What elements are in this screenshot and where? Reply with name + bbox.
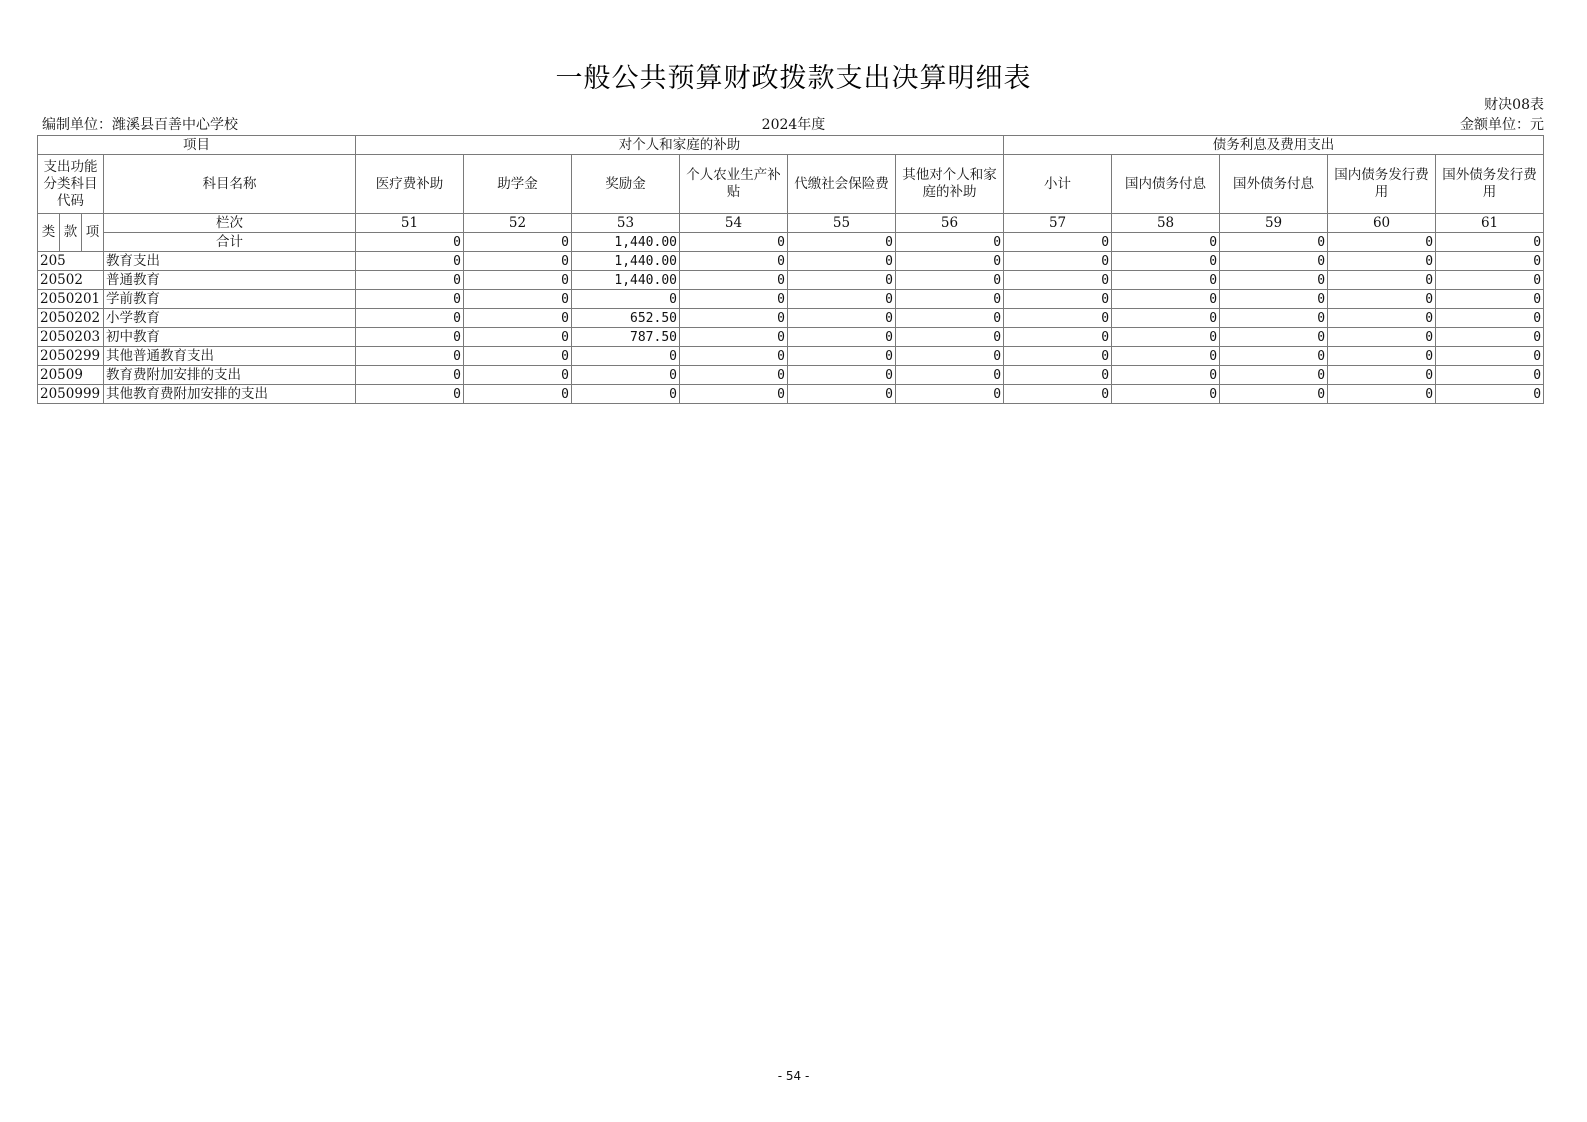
- amount-cell: 0: [356, 309, 464, 328]
- column-number: 58: [1112, 214, 1220, 233]
- table-row: [38, 366, 1544, 385]
- subject-code: 20509: [38, 366, 104, 385]
- lei-label: 类: [38, 214, 60, 252]
- amount-cell: 0: [1220, 328, 1328, 347]
- amount-cell: 0: [680, 309, 788, 328]
- column-number: 52: [464, 214, 572, 233]
- amount-cell: 0: [1112, 309, 1220, 328]
- subject-name: 初中教育: [104, 328, 356, 347]
- amount-cell: 0: [680, 385, 788, 404]
- amount-cell: 0: [356, 271, 464, 290]
- amount-cell: 0: [1220, 271, 1328, 290]
- amount-cell: 0: [1004, 328, 1112, 347]
- amount-cell: 0: [896, 366, 1004, 385]
- function-code-header: 支出功能分类科目代码: [38, 155, 104, 214]
- column-header: 国内债务发行费用: [1328, 155, 1436, 214]
- amount-cell: 0: [1220, 290, 1328, 309]
- amount-cell: 0: [680, 290, 788, 309]
- total-cell: 0: [1004, 233, 1112, 252]
- amount-cell: 0: [464, 252, 572, 271]
- amount-cell: 0: [1436, 309, 1544, 328]
- amount-cell: 0: [356, 290, 464, 309]
- amount-cell: 0: [1112, 385, 1220, 404]
- total-cell: 0: [1436, 233, 1544, 252]
- amount-cell: 0: [356, 385, 464, 404]
- amount-cell: 0: [356, 328, 464, 347]
- amount-cell: 0: [1004, 309, 1112, 328]
- amount-cell: 0: [680, 347, 788, 366]
- amount-cell: 0: [1112, 347, 1220, 366]
- amount-cell: 0: [464, 328, 572, 347]
- column-number: 59: [1220, 214, 1328, 233]
- amount-cell: 0: [788, 366, 896, 385]
- total-cell: 1,440.00: [572, 233, 680, 252]
- amount-cell: 0: [1112, 366, 1220, 385]
- amount-cell: 787.50: [572, 328, 680, 347]
- money-unit: 金额单位：元: [1460, 117, 1544, 133]
- subject-code: 2050202: [38, 309, 104, 328]
- personal-subsidy-group-header: 对个人和家庭的补助: [356, 136, 1004, 155]
- page-number: - 54 -: [777, 1069, 810, 1083]
- amount-cell: 0: [464, 290, 572, 309]
- amount-cell: 0: [788, 252, 896, 271]
- column-header: 奖励金: [572, 155, 680, 214]
- xiang-label: 项: [82, 214, 104, 252]
- amount-cell: 0: [1328, 252, 1436, 271]
- subject-name-header: 科目名称: [104, 155, 356, 214]
- table-body: [38, 252, 1544, 404]
- subject-code: 2050203: [38, 328, 104, 347]
- column-number-row: [38, 214, 1544, 233]
- table-row: [38, 347, 1544, 366]
- amount-cell: 0: [788, 271, 896, 290]
- column-number: 54: [680, 214, 788, 233]
- report-title: 一般公共预算财政拨款支出决算明细表: [555, 63, 1032, 94]
- total-cell: 0: [464, 233, 572, 252]
- amount-cell: 0: [896, 290, 1004, 309]
- amount-cell: 0: [464, 271, 572, 290]
- amount-cell: 0: [1004, 366, 1112, 385]
- table-row: [38, 328, 1544, 347]
- amount-cell: 0: [1004, 271, 1112, 290]
- amount-cell: 0: [1220, 385, 1328, 404]
- amount-cell: 0: [1436, 328, 1544, 347]
- amount-cell: 0: [1220, 252, 1328, 271]
- amount-cell: 0: [1328, 347, 1436, 366]
- amount-cell: 0: [680, 252, 788, 271]
- kuan-label: 款: [60, 214, 82, 252]
- amount-cell: 0: [1436, 252, 1544, 271]
- amount-cell: 0: [788, 290, 896, 309]
- amount-cell: 0: [1112, 328, 1220, 347]
- amount-cell: 652.50: [572, 309, 680, 328]
- column-header: 国外债务发行费用: [1436, 155, 1544, 214]
- amount-cell: 0: [896, 271, 1004, 290]
- amount-cell: 0: [1004, 252, 1112, 271]
- project-header: 项目: [38, 136, 356, 155]
- amount-cell: 0: [1328, 290, 1436, 309]
- column-header: 医疗费补助: [356, 155, 464, 214]
- total-cell: 0: [1112, 233, 1220, 252]
- amount-cell: 0: [1436, 366, 1544, 385]
- fiscal-year: 2024年度: [761, 117, 826, 133]
- amount-cell: 0: [356, 366, 464, 385]
- amount-cell: 0: [1112, 290, 1220, 309]
- total-cell: 0: [1328, 233, 1436, 252]
- column-header: 代缴社会保险费: [788, 155, 896, 214]
- subject-name: 教育支出: [104, 252, 356, 271]
- table-row: [38, 385, 1544, 404]
- column-number: 57: [1004, 214, 1112, 233]
- amount-cell: 0: [788, 309, 896, 328]
- amount-cell: 0: [1436, 290, 1544, 309]
- amount-cell: 0: [1436, 271, 1544, 290]
- debt-interest-group-header: 债务利息及费用支出: [1004, 136, 1544, 155]
- amount-cell: 0: [572, 290, 680, 309]
- amount-cell: 0: [464, 366, 572, 385]
- amount-cell: 0: [1328, 271, 1436, 290]
- amount-cell: 0: [1004, 290, 1112, 309]
- amount-cell: 1,440.00: [572, 271, 680, 290]
- amount-cell: 0: [680, 328, 788, 347]
- column-number: 56: [896, 214, 1004, 233]
- amount-cell: 0: [788, 328, 896, 347]
- column-number: 60: [1328, 214, 1436, 233]
- column-number: 55: [788, 214, 896, 233]
- total-label: 合计: [104, 233, 356, 252]
- table-row: [38, 290, 1544, 309]
- amount-cell: 0: [1220, 309, 1328, 328]
- amount-cell: 0: [896, 252, 1004, 271]
- amount-cell: 0: [1004, 347, 1112, 366]
- table-row: [38, 252, 1544, 271]
- total-cell: 0: [896, 233, 1004, 252]
- total-cell: 0: [356, 233, 464, 252]
- amount-cell: 0: [680, 366, 788, 385]
- column-header: 助学金: [464, 155, 572, 214]
- subject-name: 学前教育: [104, 290, 356, 309]
- amount-cell: 0: [572, 347, 680, 366]
- header-row-groups: [38, 136, 1544, 155]
- amount-cell: 0: [896, 347, 1004, 366]
- table-row: [38, 271, 1544, 290]
- column-number: 51: [356, 214, 464, 233]
- amount-cell: 0: [1436, 385, 1544, 404]
- amount-cell: 0: [1220, 347, 1328, 366]
- amount-cell: 0: [572, 366, 680, 385]
- amount-cell: 0: [1328, 328, 1436, 347]
- total-cell: 0: [1220, 233, 1328, 252]
- amount-cell: 0: [1328, 385, 1436, 404]
- amount-cell: 0: [788, 385, 896, 404]
- expenditure-detail-table: [37, 135, 1544, 404]
- column-header: 小计: [1004, 155, 1112, 214]
- total-row: [38, 233, 1544, 252]
- amount-cell: 0: [1112, 252, 1220, 271]
- amount-cell: 0: [1220, 366, 1328, 385]
- amount-cell: 0: [356, 347, 464, 366]
- column-header: 国外债务付息: [1220, 155, 1328, 214]
- amount-cell: 0: [1436, 347, 1544, 366]
- header-row-columns: [38, 155, 1544, 214]
- amount-cell: 0: [680, 271, 788, 290]
- amount-cell: 0: [1328, 309, 1436, 328]
- subject-code: 2050201: [38, 290, 104, 309]
- subject-name: 教育费附加安排的支出: [104, 366, 356, 385]
- amount-cell: 0: [1328, 366, 1436, 385]
- total-cell: 0: [788, 233, 896, 252]
- column-header: 其他对个人和家庭的补助: [896, 155, 1004, 214]
- lanci-label: 栏次: [104, 214, 356, 233]
- compiling-unit: 编制单位：潍溪县百善中心学校: [42, 117, 238, 133]
- subject-name: 普通教育: [104, 271, 356, 290]
- column-header: 国内债务付息: [1112, 155, 1220, 214]
- subject-name: 小学教育: [104, 309, 356, 328]
- amount-cell: 0: [1112, 271, 1220, 290]
- amount-cell: 0: [896, 328, 1004, 347]
- subject-code: 2050299: [38, 347, 104, 366]
- subject-name: 其他普通教育支出: [104, 347, 356, 366]
- column-header: 个人农业生产补贴: [680, 155, 788, 214]
- amount-cell: 0: [464, 309, 572, 328]
- column-number: 53: [572, 214, 680, 233]
- amount-cell: 0: [356, 252, 464, 271]
- amount-cell: 0: [1004, 385, 1112, 404]
- amount-cell: 0: [788, 347, 896, 366]
- subject-name: 其他教育费附加安排的支出: [104, 385, 356, 404]
- amount-cell: 0: [572, 385, 680, 404]
- subject-code: 20502: [38, 271, 104, 290]
- amount-cell: 0: [464, 347, 572, 366]
- subject-code: 205: [38, 252, 104, 271]
- total-cell: 0: [680, 233, 788, 252]
- amount-cell: 0: [896, 309, 1004, 328]
- amount-cell: 0: [896, 385, 1004, 404]
- form-number: 财决08表: [1484, 97, 1544, 113]
- table-row: [38, 309, 1544, 328]
- subject-code: 2050999: [38, 385, 104, 404]
- amount-cell: 0: [464, 385, 572, 404]
- column-number: 61: [1436, 214, 1544, 233]
- amount-cell: 1,440.00: [572, 252, 680, 271]
